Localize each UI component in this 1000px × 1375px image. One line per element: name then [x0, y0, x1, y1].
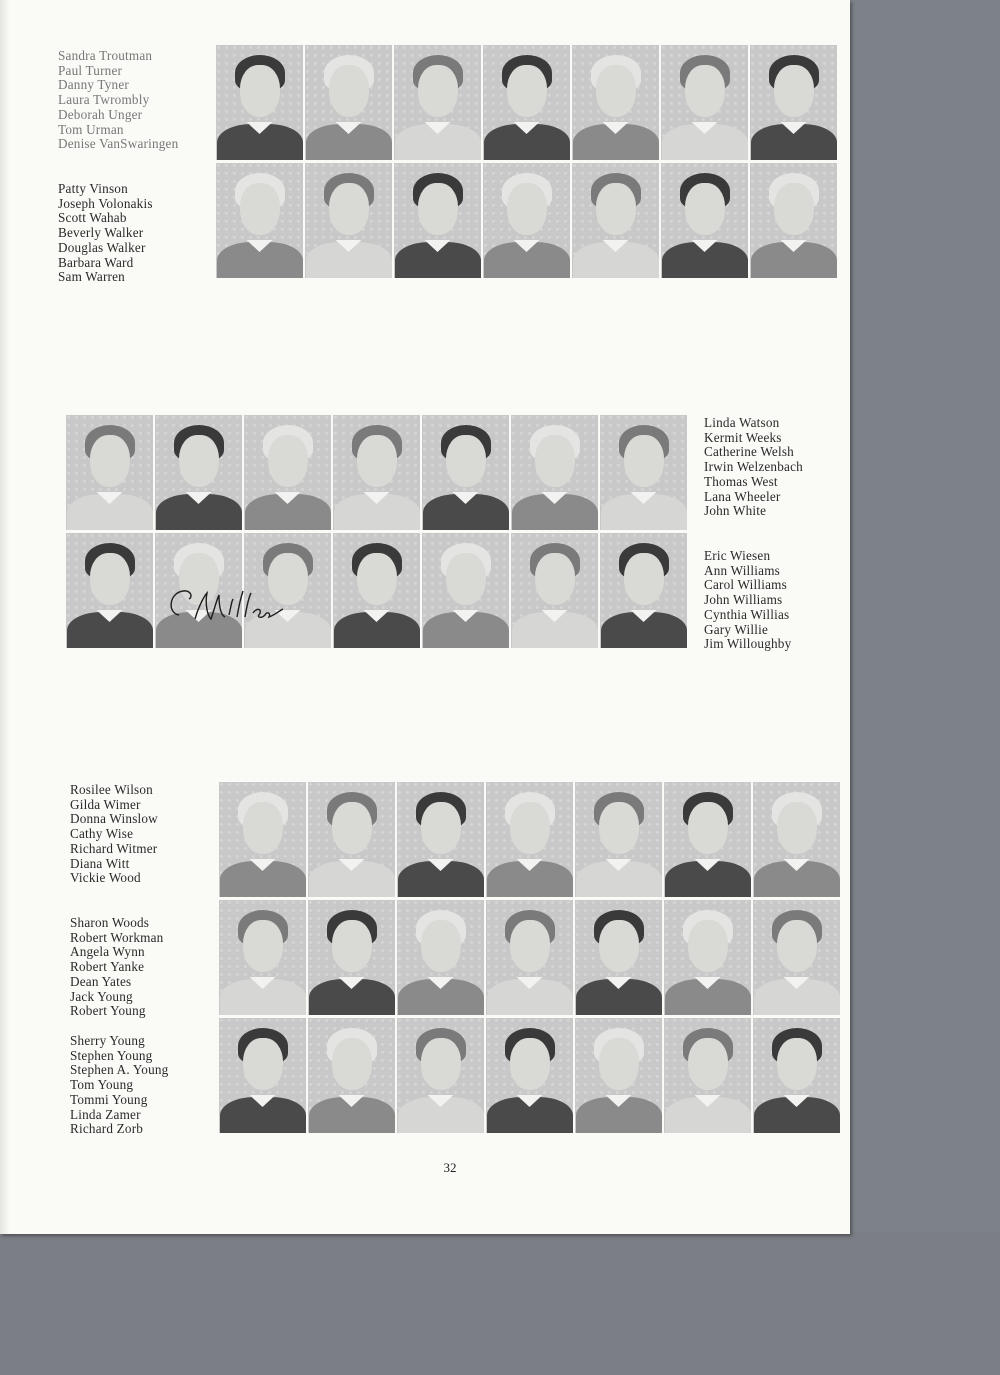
student-name: Gilda Wimer [70, 796, 141, 812]
photo-row-1 [216, 45, 837, 160]
portrait-face [777, 920, 817, 972]
portrait-face [446, 435, 486, 487]
portrait-face [685, 65, 725, 117]
portrait-face [332, 802, 372, 854]
student-portrait [66, 533, 153, 648]
portrait-face [446, 553, 486, 605]
portrait-face [329, 65, 369, 117]
student-name: Linda Zamer [70, 1106, 141, 1122]
student-name: Patty Vinson [58, 181, 128, 196]
student-portrait [216, 45, 303, 160]
student-name: Cynthia Willias [704, 606, 790, 622]
student-name: Joseph Volonakis [58, 195, 153, 211]
portrait-face [240, 183, 280, 235]
student-portrait [397, 900, 484, 1015]
photo-row-2 [216, 163, 837, 278]
student-name: Tom Urman [58, 121, 124, 137]
student-name: Laura Twrombly [58, 92, 150, 108]
background-bottom [0, 1232, 1000, 1375]
student-portrait [575, 782, 662, 897]
student-portrait [219, 900, 306, 1015]
student-name: John White [704, 503, 767, 519]
student-name: Lana Wheeler [704, 488, 781, 504]
student-portrait [308, 782, 395, 897]
student-portrait [397, 1018, 484, 1133]
student-name: Donna Winslow [70, 811, 158, 827]
portrait-face [685, 183, 725, 235]
portrait-face [418, 65, 458, 117]
portrait-face [421, 802, 461, 854]
photo-row-6 [219, 900, 840, 1015]
portrait-face [535, 435, 575, 487]
student-name: Douglas Walker [58, 239, 146, 255]
portrait-face [243, 1038, 283, 1090]
student-name: Richard Witmer [70, 840, 158, 856]
portrait-face [774, 183, 814, 235]
photo-row-4 [66, 533, 687, 648]
student-name: Linda Watson [704, 415, 780, 430]
student-portrait [575, 900, 662, 1015]
student-name: Sharon Woods [70, 915, 150, 930]
student-name: Tom Young [70, 1077, 134, 1093]
student-name: Robert Workman [70, 929, 164, 945]
photo-row-3 [66, 415, 687, 530]
student-name: John Williams [704, 592, 783, 608]
student-name: Beverly Walker [58, 225, 144, 241]
portrait-face [357, 553, 397, 605]
student-portrait [511, 415, 598, 530]
portrait-face [243, 920, 283, 972]
student-portrait [155, 415, 242, 530]
portrait-face [421, 1038, 461, 1090]
portrait-face [329, 183, 369, 235]
student-name: Deborah Unger [58, 106, 143, 122]
student-portrait [661, 45, 748, 160]
student-name: Cathy Wise [70, 826, 134, 842]
student-name: Denise VanSwaringen [58, 136, 179, 152]
student-name: Jack Young [70, 988, 133, 1004]
student-name: Dean Yates [70, 973, 132, 989]
student-portrait [422, 533, 509, 648]
student-portrait [333, 415, 420, 530]
portrait-face [90, 435, 130, 487]
portrait-face [179, 435, 219, 487]
portrait-face [599, 802, 639, 854]
portrait-face [688, 920, 728, 972]
handwritten-signature [165, 585, 285, 630]
student-name: Stephen Young [70, 1047, 153, 1063]
portrait-face [599, 1038, 639, 1090]
student-portrait [219, 1018, 306, 1133]
student-name: Jim Willoughby [704, 636, 792, 652]
student-name: Tommi Young [70, 1091, 148, 1107]
portrait-face [268, 435, 308, 487]
portrait-face [777, 802, 817, 854]
student-name: Sherry Young [70, 1033, 145, 1048]
portrait-face [507, 183, 547, 235]
student-portrait [308, 1018, 395, 1133]
student-name: Irwin Welzenbach [704, 459, 803, 475]
student-portrait [483, 163, 570, 278]
portrait-face [777, 1038, 817, 1090]
student-name: Gary Willie [704, 621, 769, 637]
student-portrait [511, 533, 598, 648]
student-portrait [244, 415, 331, 530]
portrait-face [688, 1038, 728, 1090]
student-portrait [753, 782, 840, 897]
student-portrait [753, 900, 840, 1015]
student-name: Kermit Weeks [704, 429, 782, 445]
student-portrait [486, 782, 573, 897]
student-name: Ann Williams [704, 562, 780, 578]
name-list-1 [58, 49, 178, 152]
student-portrait [750, 163, 837, 278]
name-list-6 [70, 916, 163, 1019]
student-portrait [483, 45, 570, 160]
portrait-face [507, 65, 547, 117]
student-name: Stephen A. Young [70, 1062, 169, 1078]
photo-row-5 [219, 782, 840, 897]
student-portrait [661, 163, 748, 278]
student-portrait [753, 1018, 840, 1133]
name-list-3 [704, 416, 803, 519]
portrait-face [688, 802, 728, 854]
student-name: Robert Young [70, 1003, 146, 1019]
portrait-face [624, 435, 664, 487]
name-list-4 [704, 549, 791, 652]
student-portrait [486, 900, 573, 1015]
student-name: Rosilee Wilson [70, 782, 153, 797]
portrait-face [243, 802, 283, 854]
student-name: Danny Tyner [58, 77, 129, 93]
portrait-face [510, 920, 550, 972]
student-name: Eric Wiesen [704, 548, 771, 563]
student-name: Vickie Wood [70, 870, 141, 886]
photo-row-7 [219, 1018, 840, 1133]
student-portrait [333, 533, 420, 648]
student-portrait [394, 45, 481, 160]
student-name: Sandra Troutman [58, 48, 153, 63]
student-portrait [486, 1018, 573, 1133]
portrait-face [510, 802, 550, 854]
name-list-5 [70, 783, 158, 886]
student-portrait [397, 782, 484, 897]
student-name: Catherine Welsh [704, 444, 794, 460]
portrait-face [418, 183, 458, 235]
portrait-face [624, 553, 664, 605]
student-name: Diana Witt [70, 855, 130, 871]
student-portrait [219, 782, 306, 897]
portrait-face [510, 1038, 550, 1090]
portrait-face [421, 920, 461, 972]
portrait-face [240, 65, 280, 117]
student-portrait [394, 163, 481, 278]
portrait-face [599, 920, 639, 972]
portrait-face [332, 920, 372, 972]
portrait-face [596, 65, 636, 117]
student-name: Barbara Ward [58, 254, 134, 270]
portrait-face [90, 553, 130, 605]
portrait-face [535, 553, 575, 605]
portrait-face [357, 435, 397, 487]
name-list-2 [58, 182, 153, 285]
student-portrait [664, 900, 751, 1015]
student-portrait [600, 415, 687, 530]
student-name: Scott Wahab [58, 210, 127, 226]
portrait-face [596, 183, 636, 235]
student-portrait [600, 533, 687, 648]
student-portrait [66, 415, 153, 530]
student-portrait [664, 1018, 751, 1133]
student-name: Sam Warren [58, 269, 125, 285]
student-portrait [750, 45, 837, 160]
student-name: Carol Williams [704, 577, 787, 593]
student-portrait [664, 782, 751, 897]
student-portrait [216, 163, 303, 278]
student-name: Paul Turner [58, 62, 123, 78]
student-name: Richard Zorb [70, 1121, 144, 1137]
student-portrait [572, 45, 659, 160]
student-name: Robert Yanke [70, 959, 145, 975]
student-portrait [572, 163, 659, 278]
student-portrait [305, 45, 392, 160]
background-right [845, 0, 1000, 1232]
name-list-7 [70, 1034, 168, 1137]
student-portrait [308, 900, 395, 1015]
student-name: Thomas West [704, 473, 778, 489]
student-portrait [305, 163, 392, 278]
page-number: 32 [443, 1160, 457, 1175]
portrait-face [774, 65, 814, 117]
page-binding-edge [0, 0, 10, 1234]
student-name: Angela Wynn [70, 944, 145, 960]
student-portrait [422, 415, 509, 530]
portrait-face [332, 1038, 372, 1090]
student-portrait [575, 1018, 662, 1133]
